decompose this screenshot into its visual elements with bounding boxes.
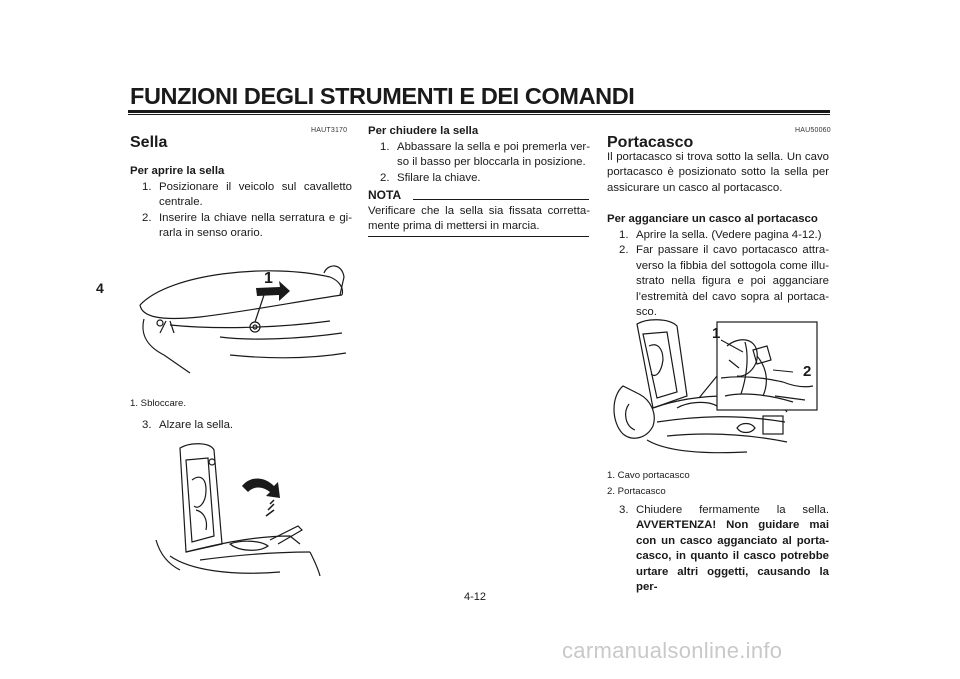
nota-title: NOTA [368,188,402,202]
close-step-1: 1. Abbassare la sella e poi premerla ver-so il basso per bloccarla in posizione. [380,141,590,169]
chapter-tab: 4 [96,280,104,296]
fig2-caption-2: 2. Portacasco [607,486,666,497]
seat-unlock-figure [130,255,352,380]
nota-rule-top [413,199,589,200]
fig2-caption-1: 1. Cavo portacasco [607,470,690,481]
nota-text: Verificare che la sella sia fissata corretta-mente prima di mettersi in marcia. [368,205,590,233]
close-steps-list [368,140,590,186]
watermark: carmanualsonline.info [562,638,783,663]
helmet-warning: AVVERTENZA! Non guidare mai con un casco agganciato al porta-casco, in quanto il casco potrebbe urtare altri oggetti, causando la per- [636,519,829,594]
fig1-caption: 1. Sbloccare. [130,398,186,409]
portacasco-intro: Il portacasco si trova sotto la sella. Un cavo portacasco è posizionato sotto la sella per assicurare un casco al portacasco. [607,151,829,194]
subhead-open-seat: Per aprire la sella [130,165,225,177]
fig2-callout-1: 1 [712,325,721,342]
helmet-step-1: 1. Aprire la sella. (Vedere pagina 4-12.) [619,229,822,241]
helmet-holder-figure [607,316,829,456]
seat-raised-figure [150,440,350,580]
helmet-step-3-block [607,503,829,595]
header-rule-thin [128,114,830,115]
subhead-attach-helmet: Per agganciare un casco al portacasco [607,213,818,225]
fig1-callout-1: 1 [264,270,273,287]
close-step-2: 2. Sfilare la chiave. [380,171,481,184]
step-1: 1. Posizionare il veicolo sul cavalletto centrale. [142,181,352,209]
page-number: 4-12 [464,591,487,603]
fig2-callout-2: 2 [803,363,812,380]
helmet-step-2: 2. Far passare il cavo portacasco attra-verso la fibbia del sottogola come illu-strato nella figura e poi agganciare l’estremità del cavo sopra al portaca-sco. [619,244,829,319]
helmet-step-3: 3. Chiudere fermamente la sella. [619,504,829,516]
step-3: 3. Alzare la sella. [142,419,234,431]
open-steps-list [130,180,352,242]
section-ref-code: HAUT3170 [311,127,348,134]
section-title-sella: Sella [130,134,168,151]
subhead-close-seat: Per chiudere la sella [368,125,479,137]
section-ref-code-2: HAU50060 [795,127,831,134]
open-step-3 [130,418,352,433]
section-title-portacasco: Portacasco [607,134,694,151]
step-2: 2. Inserire la chiave nella serratura e gi-rarla in senso orario. [142,211,352,240]
nota-rule-bottom [368,236,589,237]
page-header-title: FUNZIONI DEGLI STRUMENTI E DEI COMANDI [130,83,635,109]
header-rule-thick [128,110,830,113]
helmet-steps-list [607,228,829,320]
